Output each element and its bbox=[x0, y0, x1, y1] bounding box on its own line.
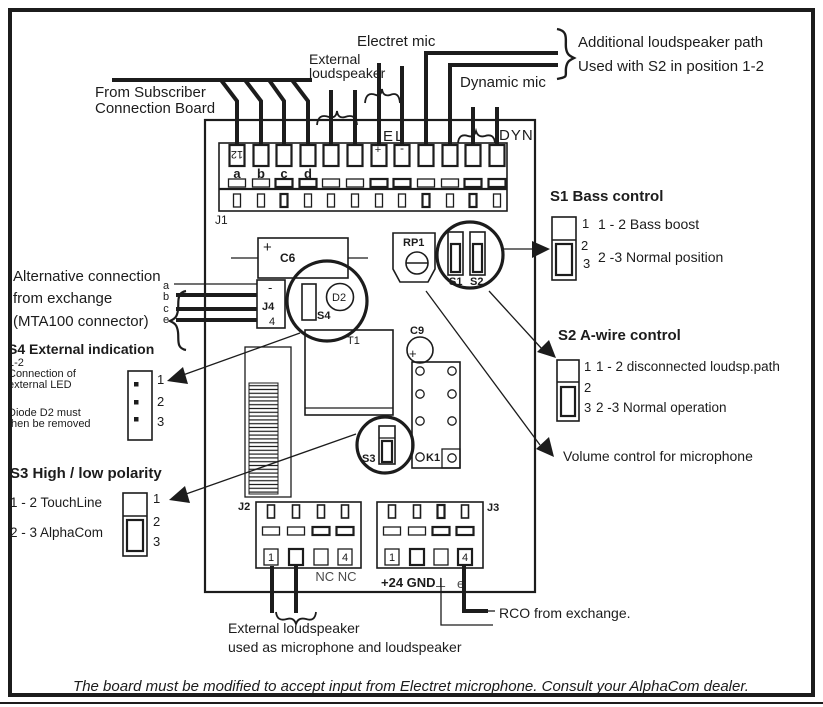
volume-arrow-line bbox=[426, 291, 540, 445]
subscriber-wire-d bbox=[292, 80, 308, 145]
s2-arrowhead bbox=[537, 340, 556, 358]
s3-arrowhead bbox=[169, 486, 190, 503]
j3-power-label: +24 GND bbox=[381, 575, 436, 590]
volume-note: Volume control for microphone bbox=[563, 448, 753, 464]
j1-pad-row bbox=[229, 179, 506, 187]
j1-pin-letter-b: b bbox=[257, 166, 265, 181]
s4-pin-2: 2 bbox=[157, 394, 165, 409]
external-loudspeaker-label: External bbox=[309, 51, 361, 67]
pcb-board bbox=[163, 120, 535, 592]
s2-legend-jumper bbox=[557, 359, 591, 421]
mta-note-line3: (MTA100 connector) bbox=[13, 313, 149, 330]
s4-note-4: Diode D2 must bbox=[8, 407, 81, 419]
s3-legend-heading: S3 High / low polarity bbox=[10, 465, 162, 482]
electret-mic-label: Electret mic bbox=[357, 33, 436, 50]
s4-note-5: then be removed bbox=[8, 418, 91, 430]
s1-label: S1 bbox=[449, 276, 463, 288]
s2-option-2: 2 -3 Normal operation bbox=[596, 400, 727, 415]
s4-switch bbox=[302, 284, 316, 320]
j1-pin7-plus: + bbox=[374, 144, 382, 156]
earth-symbol: ⊥ bbox=[435, 575, 447, 590]
c6-polarity: + bbox=[263, 239, 272, 256]
s4-pin-1: 1 bbox=[157, 372, 165, 387]
s1-legend-jumper bbox=[552, 216, 590, 280]
from-subscriber-label-2: Connection Board bbox=[95, 100, 216, 117]
c9-label: C9 bbox=[410, 325, 425, 337]
el-label: EL bbox=[383, 128, 406, 145]
s4-arrow-line bbox=[183, 333, 300, 375]
subscriber-wire-a bbox=[221, 80, 237, 145]
subscriber-wire-c bbox=[269, 80, 284, 145]
j1-slot-row bbox=[234, 194, 501, 207]
board-outline bbox=[205, 120, 535, 592]
j4-connector bbox=[257, 280, 285, 328]
s2-pin-2: 2 bbox=[584, 380, 592, 395]
ext-ls-bottom-label-2: used as microphone and loudspeaker bbox=[228, 639, 462, 655]
dyn-brace bbox=[458, 131, 495, 143]
additional-path-label-2: Used with S2 in position 1-2 bbox=[578, 58, 764, 75]
electret-brace bbox=[365, 89, 400, 103]
j1-label: J1 bbox=[215, 213, 228, 227]
s1-pin-3: 3 bbox=[583, 256, 591, 271]
s3-option-2: 2 - 3 AlphaCom bbox=[10, 525, 104, 540]
right-legend bbox=[550, 188, 780, 464]
d2-label: D2 bbox=[332, 292, 347, 304]
s4-d2-circle bbox=[287, 261, 367, 341]
s1-legend-heading: S1 Bass control bbox=[550, 188, 664, 205]
s1-s2-circle bbox=[437, 222, 503, 288]
s1-arrowhead bbox=[532, 241, 550, 258]
s2-label: S2 bbox=[470, 276, 484, 288]
rco-label: RCO from exchange. bbox=[499, 605, 631, 621]
dynamic-mic-label: Dynamic mic bbox=[460, 74, 546, 91]
s4-arrowhead bbox=[167, 367, 188, 384]
j3-e-label: e bbox=[457, 576, 465, 591]
j3-pin1-label: 1 bbox=[388, 552, 396, 564]
s3-label: S3 bbox=[362, 453, 376, 465]
s3-legend-jumper bbox=[123, 491, 160, 556]
heatsink-fins bbox=[249, 383, 278, 494]
j4-bottom-mark: 4 bbox=[269, 316, 276, 328]
relay-k1 bbox=[412, 362, 460, 468]
s1-pin-2: 2 bbox=[581, 238, 589, 253]
mta-wires bbox=[163, 280, 257, 350]
capacitor-c9 bbox=[407, 325, 433, 363]
mta-note-line2: from exchange bbox=[13, 290, 113, 307]
rco-wire-thick bbox=[464, 566, 488, 611]
external-loudspeaker-label-2: loudspeaker bbox=[309, 65, 386, 81]
s4-note-1: 1-2 bbox=[8, 357, 24, 369]
j2-pin1-label: 1 bbox=[267, 552, 275, 564]
j4-label: J4 bbox=[262, 301, 275, 313]
rp1-potentiometer bbox=[393, 233, 435, 282]
mta-wire-label-e: e bbox=[162, 314, 170, 326]
t1-label: T1 bbox=[347, 335, 360, 347]
left-legend bbox=[8, 268, 164, 556]
s3-pin-1: 1 bbox=[153, 491, 161, 506]
j2-label: J2 bbox=[238, 501, 251, 513]
s4-legend-jumper bbox=[128, 371, 164, 440]
ext-ls-bottom-label-1: External loudspeaker bbox=[228, 620, 360, 636]
top-labels bbox=[95, 33, 764, 117]
s3-option-1: 1 - 2 TouchLine bbox=[10, 495, 103, 510]
j3-connector bbox=[377, 502, 499, 591]
s2-legend-heading: S2 A-wire control bbox=[558, 327, 681, 344]
s2-pin-3: 3 bbox=[584, 400, 592, 415]
j1-pin1-number: 12 bbox=[230, 148, 244, 160]
s1-option-2: 2 -3 Normal position bbox=[598, 249, 724, 265]
j2-pin4-label: 4 bbox=[341, 552, 349, 564]
heatsink bbox=[245, 347, 291, 497]
j1-pin-letter-d: d bbox=[304, 166, 312, 181]
s2-pin-1: 1 bbox=[584, 359, 592, 374]
s3-pin-2: 2 bbox=[153, 514, 161, 529]
dyn-label: DYN bbox=[499, 127, 534, 144]
s1-option-1: 1 - 2 Bass boost bbox=[598, 216, 700, 232]
k1-tab bbox=[442, 449, 460, 468]
j3-label: J3 bbox=[487, 502, 500, 514]
s4-note-2: Connection of bbox=[8, 368, 76, 380]
footer-note: The board must be modified to accept input from Electret microphone. Consult your AlphaCom dealer. bbox=[73, 678, 749, 695]
j2-connector bbox=[238, 501, 361, 584]
mta-note-line1: Alternative connection bbox=[13, 268, 161, 285]
s4-note-3: external LED bbox=[8, 379, 72, 391]
j3-pin4-label: 4 bbox=[461, 552, 469, 564]
ext-loudspeaker-brace bbox=[317, 111, 357, 125]
s4-legend-heading: S4 External indication bbox=[8, 341, 155, 357]
additional-path-label: Additional loudspeaker path bbox=[578, 34, 764, 51]
j1-pin8-minus: - bbox=[400, 141, 404, 155]
bottom-labels bbox=[228, 605, 631, 655]
s4-label: S4 bbox=[317, 310, 331, 322]
c9-polarity: + bbox=[409, 346, 417, 361]
mta-wire-label-b: b bbox=[162, 291, 170, 303]
mta-wire-label-a: a bbox=[162, 280, 170, 292]
transformer-t1 bbox=[305, 330, 393, 415]
s2-option-1: 1 - 2 disconnected loudsp.path bbox=[596, 359, 780, 374]
rco-wire-thin bbox=[441, 578, 493, 625]
additional-path-brace bbox=[557, 29, 574, 79]
j4-top-mark: - bbox=[268, 280, 273, 295]
c6-label: C6 bbox=[280, 251, 296, 265]
k1-label: K1 bbox=[426, 452, 441, 464]
j1-pin-letter-a: a bbox=[233, 166, 241, 181]
s4-legend-body bbox=[128, 371, 152, 440]
j2-nc-note: NC NC bbox=[315, 569, 357, 584]
s3-circle bbox=[357, 417, 413, 473]
s1-pin-1: 1 bbox=[582, 216, 590, 231]
rp1-label: RP1 bbox=[403, 237, 425, 249]
j1-pins bbox=[230, 145, 505, 166]
from-subscriber-label: From Subscriber bbox=[95, 84, 206, 101]
volume-arrowhead bbox=[536, 437, 554, 457]
mta-wire-label-c: c bbox=[163, 303, 169, 315]
j1-pin-letter-c: c bbox=[280, 166, 288, 181]
subscriber-wire-b bbox=[245, 80, 261, 145]
s3-pin-3: 3 bbox=[153, 534, 161, 549]
s4-pin-3: 3 bbox=[157, 414, 165, 429]
